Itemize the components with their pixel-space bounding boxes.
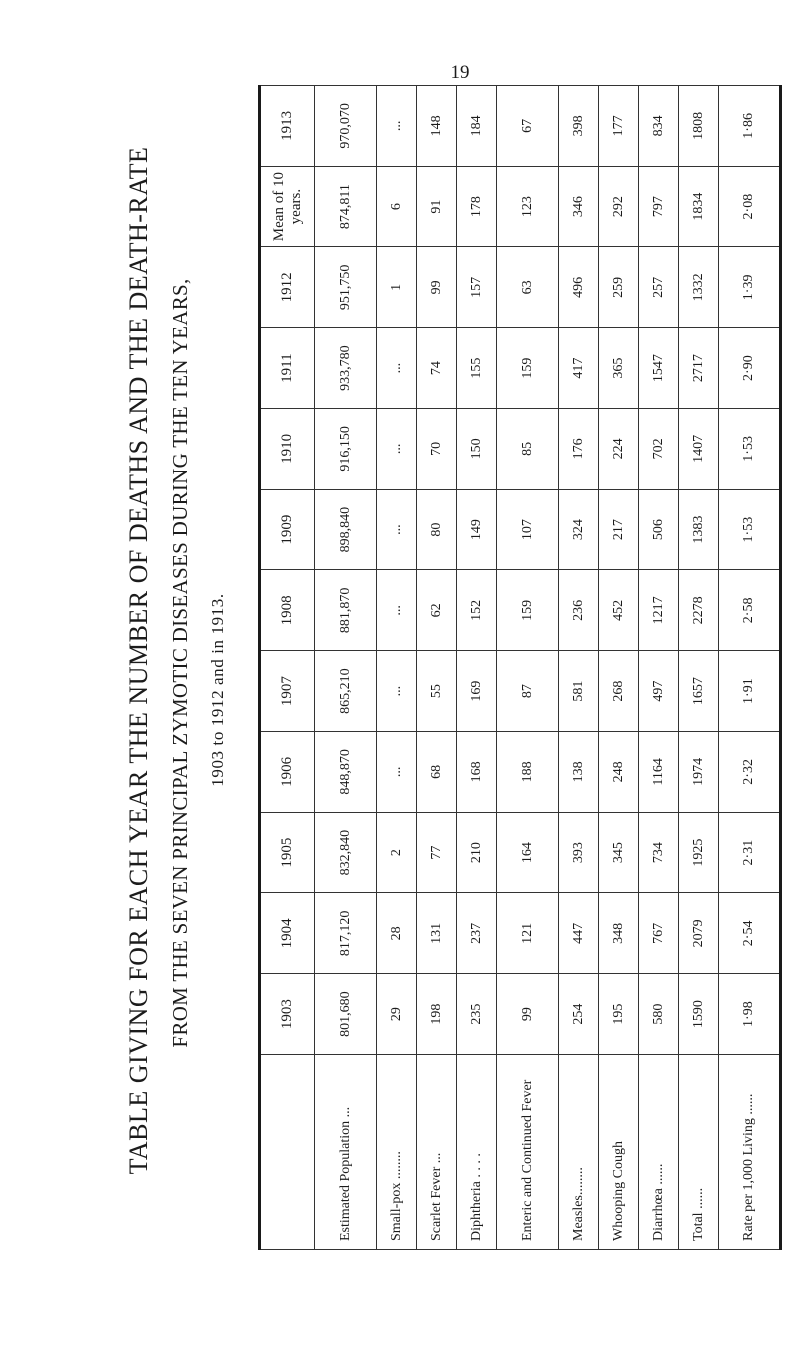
table-cell: 1974: [679, 732, 719, 813]
page-number: 19: [450, 62, 470, 83]
table-cell: 67: [497, 86, 559, 167]
table-cell: 734: [639, 812, 679, 893]
table-cell: 1808: [679, 86, 719, 167]
column-header: 1913: [260, 86, 315, 167]
table-cell: 148: [417, 86, 457, 167]
table-cell: 345: [599, 812, 639, 893]
row-label: Enteric and Continued Fever: [497, 1055, 559, 1250]
table-cell: 177: [599, 86, 639, 167]
table-cell: 2079: [679, 893, 719, 974]
table-cell: 224: [599, 409, 639, 490]
table-cell: 2·90: [719, 328, 781, 409]
table-cell: 581: [559, 651, 599, 732]
table-cell: 87: [497, 651, 559, 732]
table-cell: 168: [457, 732, 497, 813]
row-label: Whooping Cough: [599, 1055, 639, 1250]
table-cell: 1547: [639, 328, 679, 409]
column-header: Mean of 10 years.: [260, 166, 315, 247]
table-cell: ...: [377, 86, 417, 167]
table-row: [377, 86, 417, 1250]
table-cell: 149: [457, 489, 497, 570]
table-cell: 933,780: [315, 328, 377, 409]
table-cell: 951,750: [315, 247, 377, 328]
table-cell: 152: [457, 570, 497, 651]
table-cell: 2278: [679, 570, 719, 651]
table-cell: 178: [457, 166, 497, 247]
table-cell: ...: [377, 570, 417, 651]
table-cell: 848,870: [315, 732, 377, 813]
table-cell: ...: [377, 409, 417, 490]
row-label: Measles........: [559, 1055, 599, 1250]
table-cell: 881,870: [315, 570, 377, 651]
table-cell: 874,811: [315, 166, 377, 247]
table-cell: 150: [457, 409, 497, 490]
table-cell: 91: [417, 166, 457, 247]
column-header: 1908: [260, 570, 315, 651]
table-body: [315, 86, 781, 1250]
table-cell: 1·39: [719, 247, 781, 328]
table-cell: 195: [599, 974, 639, 1055]
table-cell: 1407: [679, 409, 719, 490]
table-cell: 797: [639, 166, 679, 247]
table-cell: 248: [599, 732, 639, 813]
table-row: [719, 86, 781, 1250]
table-row: [599, 86, 639, 1250]
table-cell: 1·53: [719, 409, 781, 490]
table-cell: 2·54: [719, 893, 781, 974]
table-cell: 257: [639, 247, 679, 328]
row-label: Rate per 1,000 Living ......: [719, 1055, 781, 1250]
column-header: 1904: [260, 893, 315, 974]
table-header-row: [260, 86, 315, 1250]
column-header: 1909: [260, 489, 315, 570]
title-line-2: FROM THE SEVEN PRINCIPAL ZYMOTIC DISEASES DURING THE TEN YEARS,: [168, 278, 192, 1048]
table-cell: 70: [417, 409, 457, 490]
header-blank: [260, 1055, 315, 1250]
table-cell: 259: [599, 247, 639, 328]
table-cell: 292: [599, 166, 639, 247]
table-cell: 417: [559, 328, 599, 409]
zymotic-deaths-table: [258, 85, 782, 1250]
table-cell: 1834: [679, 166, 719, 247]
table-cell: 77: [417, 812, 457, 893]
row-label: Diphtheria . . . .: [457, 1055, 497, 1250]
table-cell: 447: [559, 893, 599, 974]
table-cell: 865,210: [315, 651, 377, 732]
table-cell: 131: [417, 893, 457, 974]
table-cell: 1925: [679, 812, 719, 893]
table-cell: 767: [639, 893, 679, 974]
column-header: 1911: [260, 328, 315, 409]
table-cell: ...: [377, 732, 417, 813]
table-cell: 198: [417, 974, 457, 1055]
column-header: 1903: [260, 974, 315, 1055]
table-cell: 188: [497, 732, 559, 813]
table-cell: 268: [599, 651, 639, 732]
table-cell: 1383: [679, 489, 719, 570]
title-line-3: 1903 to 1912 and in 1913.: [208, 593, 227, 787]
row-label: Estimated Population ...: [315, 1055, 377, 1250]
table-cell: 970,070: [315, 86, 377, 167]
table-cell: 2·08: [719, 166, 781, 247]
row-label: Total ......: [679, 1055, 719, 1250]
table-cell: 159: [497, 570, 559, 651]
table-cell: 1657: [679, 651, 719, 732]
table-row: [639, 86, 679, 1250]
table-cell: 236: [559, 570, 599, 651]
column-header: 1910: [260, 409, 315, 490]
table-cell: 99: [417, 247, 457, 328]
table-cell: 702: [639, 409, 679, 490]
table-cell: 184: [457, 86, 497, 167]
table-cell: 801,680: [315, 974, 377, 1055]
table-cell: 452: [599, 570, 639, 651]
table-cell: 99: [497, 974, 559, 1055]
table-cell: 898,840: [315, 489, 377, 570]
table-cell: 324: [559, 489, 599, 570]
table-cell: 497: [639, 651, 679, 732]
table-cell: 916,150: [315, 409, 377, 490]
table-cell: 123: [497, 166, 559, 247]
table-cell: 832,840: [315, 812, 377, 893]
table-cell: ...: [377, 489, 417, 570]
table-cell: 254: [559, 974, 599, 1055]
table-cell: 346: [559, 166, 599, 247]
row-label: Scarlet Fever ...: [417, 1055, 457, 1250]
table-cell: 28: [377, 893, 417, 974]
table-cell: 55: [417, 651, 457, 732]
table-cell: 817,120: [315, 893, 377, 974]
table-cell: 164: [497, 812, 559, 893]
table-cell: 74: [417, 328, 457, 409]
table-cell: 157: [457, 247, 497, 328]
table-cell: 210: [457, 812, 497, 893]
table-cell: 1164: [639, 732, 679, 813]
table-row: [679, 86, 719, 1250]
table-cell: 2·58: [719, 570, 781, 651]
table-cell: 155: [457, 328, 497, 409]
table-cell: 1: [377, 247, 417, 328]
table-row: [315, 86, 377, 1250]
table-cell: 6: [377, 166, 417, 247]
table-cell: 217: [599, 489, 639, 570]
table-cell: 496: [559, 247, 599, 328]
column-header: 1905: [260, 812, 315, 893]
table-cell: 29: [377, 974, 417, 1055]
table-cell: 1·98: [719, 974, 781, 1055]
row-label: Diarrhœa ......: [639, 1055, 679, 1250]
table-cell: ...: [377, 651, 417, 732]
table-cell: 506: [639, 489, 679, 570]
table-cell: 398: [559, 86, 599, 167]
table-cell: 237: [457, 893, 497, 974]
column-header: 1906: [260, 732, 315, 813]
table-cell: 1·91: [719, 651, 781, 732]
table-cell: 235: [457, 974, 497, 1055]
table-cell: 138: [559, 732, 599, 813]
table-cell: 2: [377, 812, 417, 893]
table-cell: 176: [559, 409, 599, 490]
row-label: Small-pox ........: [377, 1055, 417, 1250]
table-cell: 63: [497, 247, 559, 328]
table-cell: 2717: [679, 328, 719, 409]
table-cell: 62: [417, 570, 457, 651]
table-cell: 1332: [679, 247, 719, 328]
table-cell: 348: [599, 893, 639, 974]
table-cell: 1217: [639, 570, 679, 651]
table-cell: 580: [639, 974, 679, 1055]
table-row: [417, 86, 457, 1250]
table-cell: 107: [497, 489, 559, 570]
table-row: [497, 86, 559, 1250]
table-cell: 68: [417, 732, 457, 813]
table-cell: 85: [497, 409, 559, 490]
zymotic-deaths-table-wrapper: [258, 85, 773, 1250]
table-cell: 1·53: [719, 489, 781, 570]
table-row: [457, 86, 497, 1250]
table-cell: 1·86: [719, 86, 781, 167]
table-row: [559, 86, 599, 1250]
table-cell: 159: [497, 328, 559, 409]
table-cell: 80: [417, 489, 457, 570]
column-header: 1907: [260, 651, 315, 732]
title-line-1: TABLE GIVING FOR EACH YEAR THE NUMBER OF DEATHS AND THE DEATH-RATE: [124, 146, 153, 1175]
table-cell: 834: [639, 86, 679, 167]
table-cell: ...: [377, 328, 417, 409]
table-cell: 121: [497, 893, 559, 974]
table-cell: 1590: [679, 974, 719, 1055]
table-cell: 2·31: [719, 812, 781, 893]
table-cell: 393: [559, 812, 599, 893]
table-cell: 169: [457, 651, 497, 732]
column-header: 1912: [260, 247, 315, 328]
table-cell: 2·32: [719, 732, 781, 813]
table-cell: 365: [599, 328, 639, 409]
